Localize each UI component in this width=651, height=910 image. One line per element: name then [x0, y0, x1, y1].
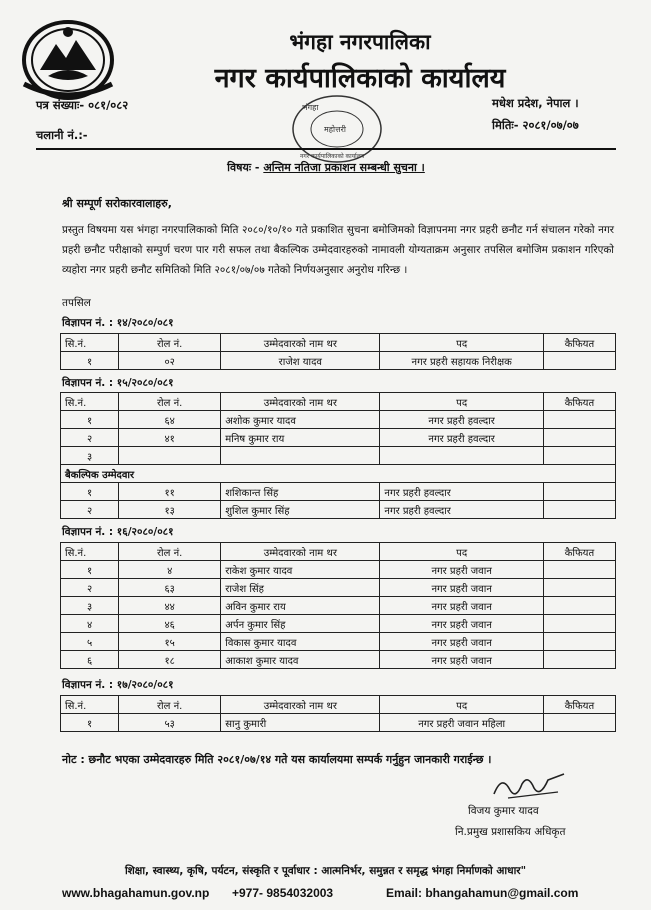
table-row	[61, 501, 616, 519]
table-cell: सानु कुमारी	[221, 714, 380, 732]
table-header-row	[61, 334, 616, 352]
header-cell: सि.नं.	[61, 334, 119, 352]
table-row	[61, 579, 616, 597]
table-cell: ६३	[119, 579, 221, 597]
header-cell: सि.नं.	[61, 543, 119, 561]
phone-number: +977- 9854032003	[232, 886, 334, 900]
table-cell: २	[61, 579, 119, 597]
stamp-ring-text: नगर कार्यपालिकाको कार्यालय	[300, 153, 365, 160]
table-row	[61, 483, 616, 501]
table-cell: १	[61, 714, 119, 732]
results-table	[60, 695, 616, 732]
table-cell	[221, 447, 380, 465]
header-cell: रोल नं.	[119, 393, 221, 411]
table-cell	[380, 447, 543, 465]
table-cell	[119, 447, 221, 465]
subject-text: अन्तिम नतिजा प्रकाशन सम्बन्धी सुचना ।	[263, 161, 425, 174]
website-link[interactable]: www.bhagahamun.gov.np	[62, 886, 210, 900]
table-cell: ६	[61, 651, 119, 669]
table-cell	[543, 597, 615, 615]
table-cell: नगर प्रहरी जवान महिला	[380, 714, 543, 732]
table-cell: ३	[61, 597, 119, 615]
header-cell: रोल नं.	[119, 334, 221, 352]
signature	[488, 770, 568, 804]
table-cell: १५	[119, 633, 221, 651]
table-row	[61, 447, 616, 465]
table-cell	[543, 615, 615, 633]
table-cell: विकास कुमार यादव	[221, 633, 380, 651]
letter-date: मितिः- २०८१/०७/०७	[492, 118, 579, 132]
subject-label: विषयः -	[227, 161, 260, 174]
header-cell: पद	[380, 393, 543, 411]
table-cell: ४	[119, 561, 221, 579]
table-cell	[543, 411, 615, 429]
table-header-row	[61, 696, 616, 714]
stamp-middle-text: महोत्तरी	[324, 125, 346, 134]
table-cell: ०२	[119, 352, 221, 370]
notice-note: नोट : छनौट भएका उम्मेदवारहरु मिति २०८१/०७/१४ गते यस कार्यालयमा सम्पर्क गर्नुहुन जानकारी गराईन्छ ।	[62, 753, 492, 766]
header-cell: सि.नं.	[61, 393, 119, 411]
table-header-row	[61, 393, 616, 411]
advertisement-label: विज्ञापन नं. : १४/२०८०/०८१	[62, 317, 174, 329]
table-cell: शुशिल कुमार सिंह	[221, 501, 380, 519]
table-cell: ५३	[119, 714, 221, 732]
reference-number: पत्र संख्याः- ०८१/०८२	[36, 98, 129, 112]
table-cell: नगर प्रहरी जवान	[380, 651, 543, 669]
table-cell	[543, 352, 615, 370]
table-cell: २	[61, 429, 119, 447]
table-cell	[543, 483, 615, 501]
table-cell: राजेश यादव	[221, 352, 380, 370]
table-cell: नगर प्रहरी जवान	[380, 561, 543, 579]
table-cell: १	[61, 352, 119, 370]
table-cell: ११	[119, 483, 221, 501]
table-cell: ४	[61, 615, 119, 633]
table-cell: १	[61, 411, 119, 429]
table-cell: १	[61, 483, 119, 501]
table-row	[61, 429, 616, 447]
table-cell: अशोक कुमार यादव	[221, 411, 380, 429]
table-cell: १	[61, 561, 119, 579]
table-cell	[543, 429, 615, 447]
signatory-title: नि.प्रमुख प्रशासकिय अधिकृत	[455, 826, 566, 838]
table-cell: ४६	[119, 615, 221, 633]
province: मधेश प्रदेश, नेपाल ।	[492, 96, 579, 110]
advertisement-label: विज्ञापन नं. : १७/२०८०/०८१	[62, 679, 174, 691]
table-cell	[543, 714, 615, 732]
signatory-name: विजय कुमार यादव	[468, 805, 539, 817]
table-cell: २	[61, 501, 119, 519]
subject-line	[36, 160, 616, 175]
alternate-candidates-row	[61, 465, 616, 483]
table-header-row	[61, 543, 616, 561]
table-row	[61, 651, 616, 669]
office-name: नगर कार्यपालिकाको कार्यालय	[214, 63, 506, 94]
table-cell: राकेश कुमार यादव	[221, 561, 380, 579]
table-cell: नगर प्रहरी सहायक निरीक्षक	[380, 352, 543, 370]
table-cell: नगर प्रहरी जवान	[380, 579, 543, 597]
salutation: श्री सम्पूर्ण सरोकारवालाहरु,	[62, 197, 172, 210]
table-cell: नगर प्रहरी हवल्दार	[380, 429, 543, 447]
table-cell: नगर प्रहरी हवल्दार	[380, 483, 543, 501]
header-divider	[36, 148, 616, 150]
header-cell: रोल नं.	[119, 696, 221, 714]
table-cell: नगर प्रहरी जवान	[380, 615, 543, 633]
header-cell: उम्मेदवारको नाम थर	[221, 334, 380, 352]
table-cell: १८	[119, 651, 221, 669]
results-table	[60, 542, 616, 669]
header-cell: पद	[380, 696, 543, 714]
table-cell	[543, 447, 615, 465]
table-cell: ३	[61, 447, 119, 465]
alternate-candidates-label: बैकल्पिक उम्मेदवार	[61, 465, 616, 483]
table-cell	[543, 651, 615, 669]
stamp-top-text: भंगहा	[302, 103, 319, 112]
footer-motto: शिक्षा, स्वास्थ्य, कृषि, पर्यटन, संस्कृति र पूर्वाधार : आत्मनिर्भर, समुन्नत र समृद्ध भंगहा निर्माणको आधार"	[124, 865, 527, 877]
email-link[interactable]: Email: bhangahamun@gmail.com	[386, 886, 579, 900]
table-cell: ६४	[119, 411, 221, 429]
advertisement-label: विज्ञापन नं. : १५/२०८०/०८१	[62, 377, 174, 389]
table-row	[61, 411, 616, 429]
header-cell: उम्मेदवारको नाम थर	[221, 393, 380, 411]
table-cell: नगर प्रहरी हवल्दार	[380, 411, 543, 429]
results-table	[60, 392, 616, 519]
table-cell: अर्पन कुमार सिंह	[221, 615, 380, 633]
table-row	[61, 561, 616, 579]
header-cell: कैफियत	[543, 393, 615, 411]
table-cell: नगर प्रहरी हवल्दार	[380, 501, 543, 519]
header-cell: उम्मेदवारको नाम थर	[221, 696, 380, 714]
table-cell: राजेश सिंह	[221, 579, 380, 597]
header-cell: कैफियत	[543, 696, 615, 714]
table-row	[61, 615, 616, 633]
table-cell	[543, 579, 615, 597]
office-stamp	[282, 92, 392, 166]
header-cell: उम्मेदवारको नाम थर	[221, 543, 380, 561]
table-cell: अविन कुमार राय	[221, 597, 380, 615]
header-cell: कैफियत	[543, 543, 615, 561]
table-row	[61, 714, 616, 732]
table-row	[61, 633, 616, 651]
table-cell	[543, 633, 615, 651]
header-cell: सि.नं.	[61, 696, 119, 714]
municipality-name: भंगहा नगरपालिका	[289, 30, 431, 54]
header-cell: कैफियत	[543, 334, 615, 352]
table-cell: नगर प्रहरी जवान	[380, 633, 543, 651]
table-cell: १३	[119, 501, 221, 519]
header-cell: रोल नं.	[119, 543, 221, 561]
body-paragraph: प्रस्तुत विषयमा यस भंगहा नगरपालिकाको मिति २०८०/१०/१० गते प्रकाशित सुचना बमोजिमको विज्ञापनमा नगर प्रहरी छनौट गर्न संचालन गरेको नगर प्रहरी छनौट परीक्षाको सम्पुर्ण चरण पार गरी सफल तथा बैकल्पिक उम्मेदवारहरुको नामावली योग्यताक्रम अनुसार तपसिल बमोजिम प्रकाशन गरिएको व्यहोरा नगर प्रहरी छनौट समितिको मिति २०८१/०७/०७ गतेको निर्णयअनुसार अनुरोध गरिन्छ ।	[62, 224, 614, 276]
table-cell: नगर प्रहरी जवान	[380, 597, 543, 615]
table-cell: आकाश कुमार यादव	[221, 651, 380, 669]
table-row	[61, 597, 616, 615]
advertisement-label: विज्ञापन नं. : १६/२०८०/०८१	[62, 526, 174, 538]
tapasil-label: तपसिल	[62, 297, 91, 309]
dispatch-number: चलानी नं.:-	[36, 128, 88, 142]
table-cell	[543, 561, 615, 579]
header-cell: पद	[380, 543, 543, 561]
table-cell: मनिष कुमार राय	[221, 429, 380, 447]
nepal-emblem-icon	[18, 14, 118, 102]
results-table	[60, 333, 616, 370]
table-cell: ५	[61, 633, 119, 651]
table-cell	[543, 501, 615, 519]
table-row	[61, 352, 616, 370]
table-cell: शशिकान्त सिंह	[221, 483, 380, 501]
header-cell: पद	[380, 334, 543, 352]
table-cell: ४१	[119, 429, 221, 447]
table-cell: ४४	[119, 597, 221, 615]
